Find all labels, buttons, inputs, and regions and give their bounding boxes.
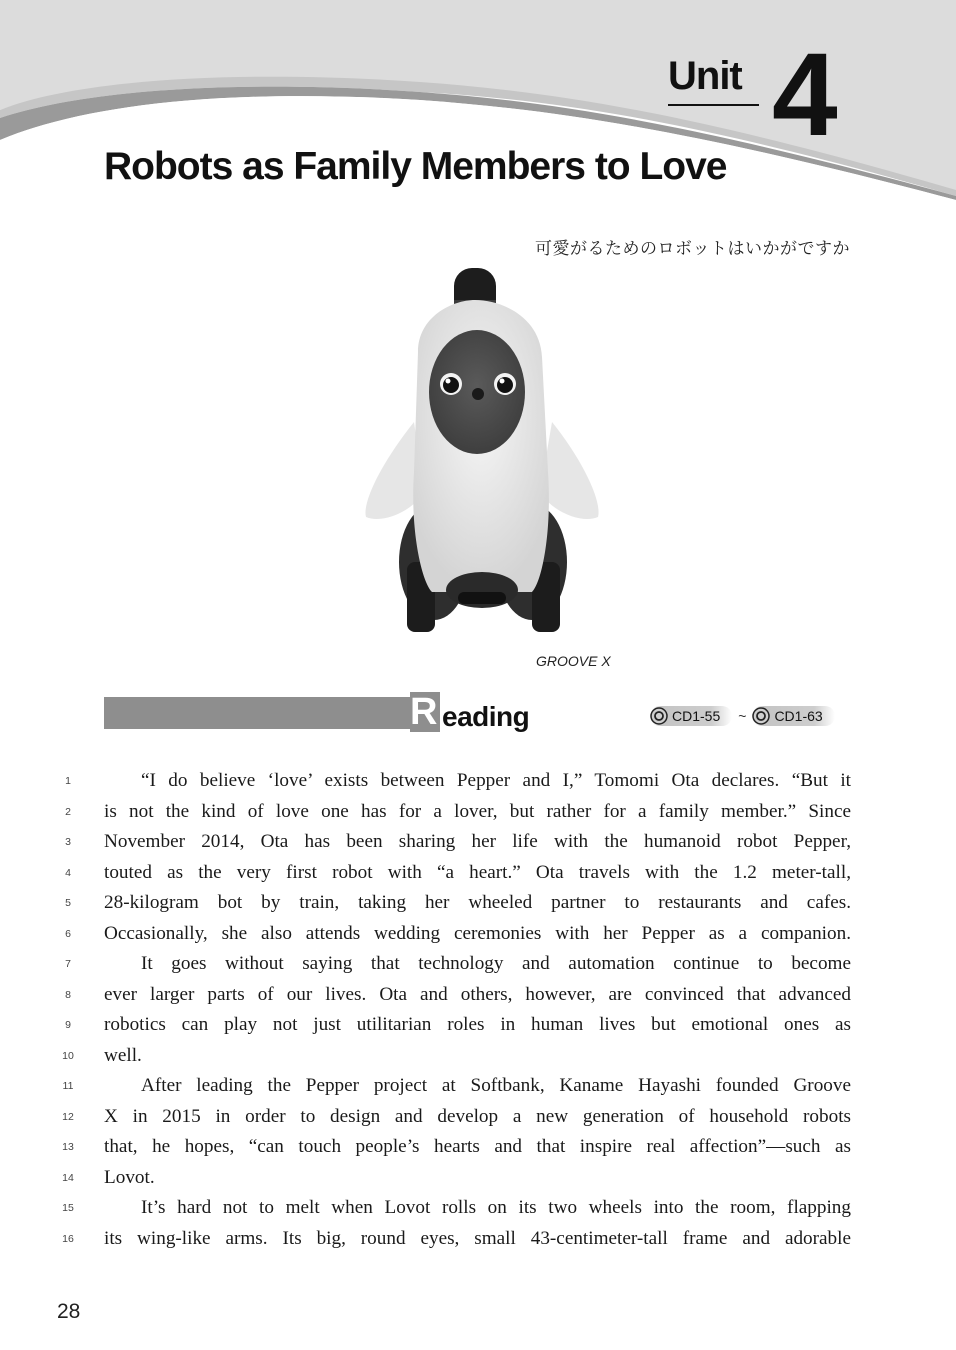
section-heading-initial: R <box>410 692 440 732</box>
line-number: 1 <box>65 775 71 787</box>
line-number: 7 <box>65 958 71 970</box>
range-separator: ~ <box>738 708 747 724</box>
passage-line: November 2014, Ota has been sharing her life with the humanoid robot Pepper, <box>104 831 851 852</box>
passage-line: “I do believe ‘love’ exists between Pepper and I,” Tomomi Ota declares. “But it <box>141 770 851 791</box>
line-number: 13 <box>62 1141 74 1153</box>
line-number: 12 <box>62 1110 74 1123</box>
photo-credit: GROOVE X <box>536 653 611 669</box>
line-number: 4 <box>65 866 71 879</box>
japanese-subtitle: 可愛がるためのロボットはいかがですか <box>535 239 850 259</box>
audio-track-end[interactable] <box>752 706 834 726</box>
line-number: 8 <box>65 988 71 1001</box>
passage-line: robotics can play not just utilitarian roles in human lives but emotional ones as <box>104 1014 851 1035</box>
audio-end-label: CD1-63 <box>774 708 823 724</box>
line-number: 2 <box>65 805 71 818</box>
passage-line: After leading the Pepper project at Softbank, Kaname Hayashi founded Groove <box>141 1075 851 1096</box>
passage-line: touted as the very first robot with “a heart.” Ota travels with the 1.2 meter-tall, <box>104 861 851 883</box>
page-title: Robots as Family Members to Love <box>104 145 727 188</box>
unit-underline <box>668 104 759 106</box>
line-number: 15 <box>62 1202 74 1214</box>
line-number: 6 <box>65 927 71 940</box>
audio-start-label: CD1-55 <box>672 708 721 724</box>
passage-line: its wing-like arms. Its big, round eyes, small 43-centimeter-tall frame and adorable <box>104 1227 851 1249</box>
line-number: 5 <box>65 897 71 909</box>
unit-label: Unit <box>668 54 742 98</box>
audio-track-start[interactable] <box>650 706 732 726</box>
lovot-robot-photo <box>362 262 724 647</box>
line-number: 11 <box>62 1080 74 1092</box>
passage-line: well. <box>104 1044 142 1066</box>
passage-line: Occasionally, she also attends wedding ceremonies with her Pepper as a companion. <box>104 922 851 944</box>
section-header-bar <box>104 697 410 729</box>
page-number: 28 <box>57 1300 81 1323</box>
passage-line: is not the kind of love one has for a lover, but rather for a family member.” Since <box>104 800 851 822</box>
passage-line: ever larger parts of our lives. Ota and others, however, are convinced that advanced <box>104 983 851 1005</box>
passage-line: Lovot. <box>104 1166 155 1188</box>
audio-track-range <box>650 706 835 726</box>
passage-line: It goes without saying that technology and automation continue to become <box>141 953 851 974</box>
passage-line: that, he hopes, “can touch people’s hearts and that inspire real affection”—such as <box>104 1136 851 1157</box>
line-number: 9 <box>65 1019 71 1031</box>
unit-number: 4 <box>772 29 836 161</box>
passage-line: 28-kilogram bot by train, taking her wheeled partner to restaurants and cafes. <box>104 892 851 913</box>
line-number: 14 <box>62 1171 74 1184</box>
line-number: 10 <box>62 1049 74 1062</box>
cd-disc-icon <box>650 707 668 725</box>
passage-line: X in 2015 in order to design and develop a new generation of household robots <box>104 1105 851 1127</box>
line-number: 16 <box>62 1232 74 1245</box>
line-number: 3 <box>65 836 71 848</box>
section-heading: eading <box>442 701 530 732</box>
cd-disc-icon <box>752 707 770 725</box>
passage-line: It’s hard not to melt when Lovot rolls on its two wheels into the room, flapping <box>141 1197 851 1218</box>
